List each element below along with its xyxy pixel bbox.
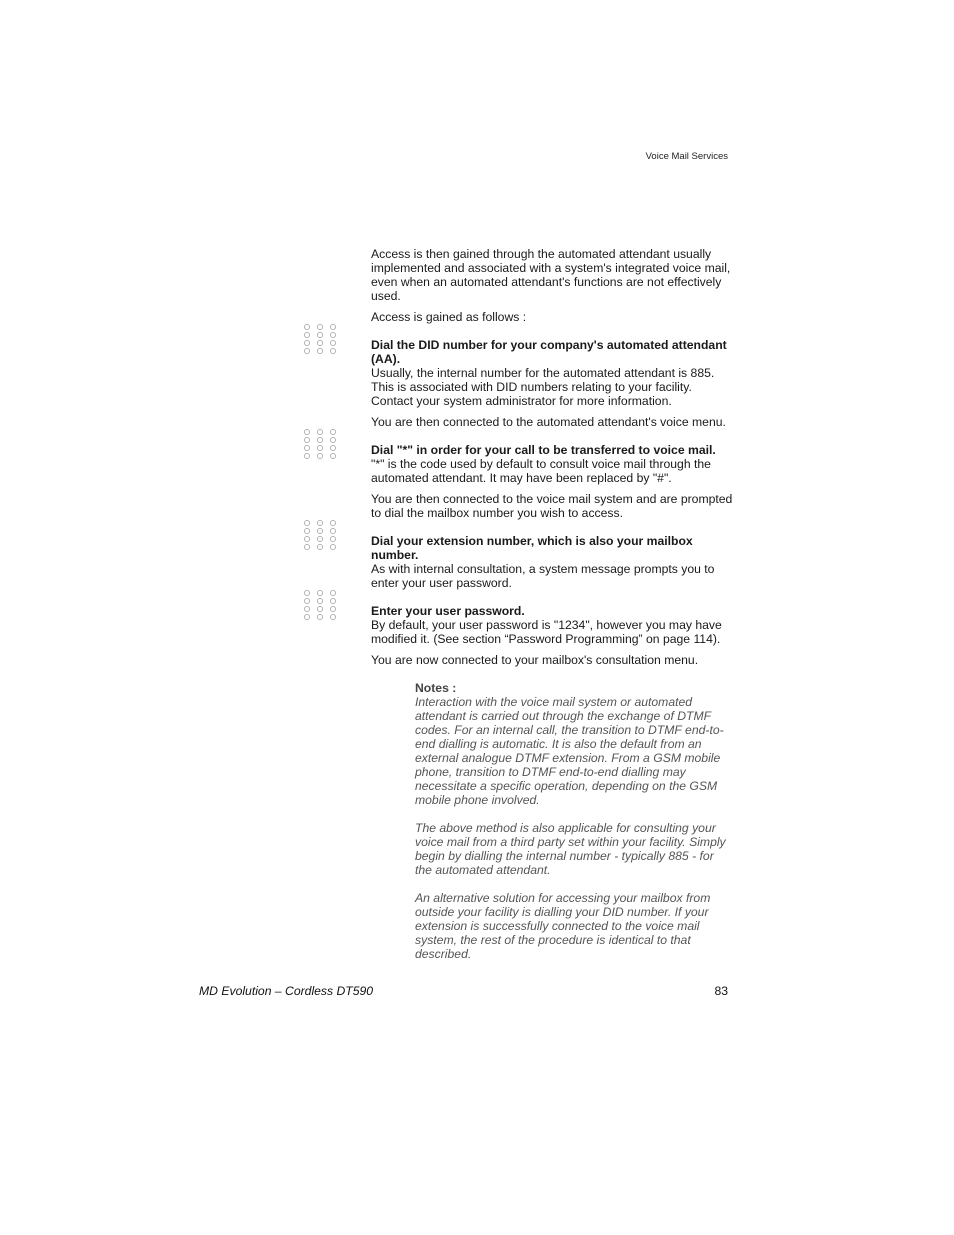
footer-document-title: MD Evolution – Cordless DT590 <box>199 984 374 998</box>
step-heading: Dial the DID number for your company's automated attendant (AA). <box>371 338 727 366</box>
notes-title: Notes : <box>415 681 457 695</box>
step-body: "*" is the code used by default to consult voice mail through the automated attendant. It may have been replaced by "#". <box>371 457 711 485</box>
running-header: Voice Mail Services <box>645 151 728 162</box>
step-2 <box>371 443 733 485</box>
step-heading: Dial "*" in order for your call to be transferred to voice mail. <box>371 443 716 457</box>
note-paragraph: Interaction with the voice mail system or automated attendant is carried out through the exchange of DTMF codes. For an internal call, the transition to DTMF end-to-end dialling is automatic. It is also the default from an external analogue DTMF extension. From a GSM mobile phone, transition to DTMF end-to-end dialling may necessitate a specific operation, depending on the GSM mobile phone involved. <box>415 695 724 807</box>
intro-paragraph: Access is then gained through the automated attendant usually implemented and associated with a system's integrated voice mail, even when an automated attendant's functions are not effectively used. <box>371 247 731 303</box>
step-body: Usually, the internal number for the automated attendant is 885. This is associated with DID numbers relating to your facility. Contact your system administrator for more information. <box>371 366 715 408</box>
step-result: You are then connected to the automated attendant's voice menu. <box>371 415 726 429</box>
notes-box <box>415 681 733 961</box>
step-heading: Dial your extension number, which is also your mailbox number. <box>371 534 693 562</box>
step-body: By default, your user password is "1234", however you may have modified it. (See section “Password Programming” on page 114). <box>371 618 722 646</box>
page-content <box>371 247 733 961</box>
keypad-icon <box>300 520 340 552</box>
step-heading: Enter your user password. <box>371 604 525 618</box>
step-result: You are now connected to your mailbox's consultation menu. <box>371 653 699 667</box>
page-number: 83 <box>714 984 728 998</box>
intro-paragraph: Access is gained as follows : <box>371 310 527 324</box>
step-4 <box>371 604 733 646</box>
keypad-icon <box>300 590 340 622</box>
note-paragraph: An alternative solution for accessing your mailbox from outside your facility is dialling your DID number. If your extension is successfully connected to the voice mail system, the rest of the procedure is identical to that described. <box>415 891 711 961</box>
keypad-icon <box>300 324 340 356</box>
step-1 <box>371 338 733 408</box>
step-body: As with internal consultation, a system message prompts you to enter your user password. <box>371 562 715 590</box>
keypad-icon <box>300 429 340 461</box>
step-result: You are then connected to the voice mail system and are prompted to dial the mailbox number you wish to access. <box>371 492 733 520</box>
step-3 <box>371 534 733 590</box>
note-paragraph: The above method is also applicable for consulting your voice mail from a third party set within your facility. Simply begin by dialling the internal number - typically 885 - for the automated attendant. <box>415 821 726 877</box>
